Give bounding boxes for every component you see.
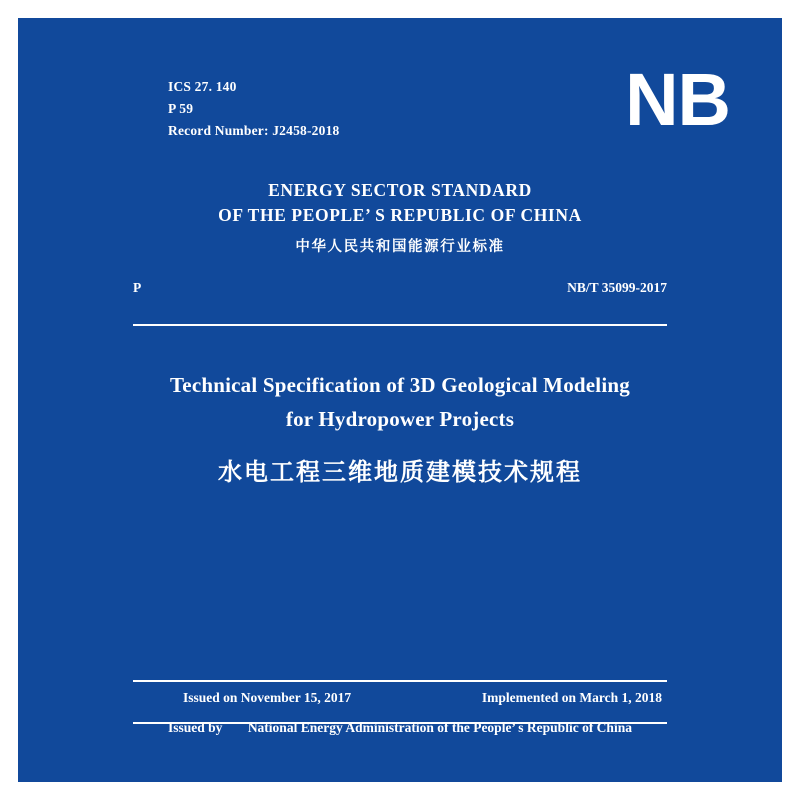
document-title-en-line1: Technical Specification of 3D Geological Modeling <box>170 373 630 397</box>
divider-top <box>133 324 667 326</box>
issued-on-date: Issued on November 15, 2017 <box>183 690 352 705</box>
standard-class-letter: P <box>133 280 142 295</box>
standard-title-cn: 中华人民共和国能源行业标准 <box>295 238 505 255</box>
cover-header <box>18 58 782 142</box>
date-row <box>18 690 782 706</box>
nb-logo: NB <box>625 58 730 141</box>
record-number: Record Number: J2458-2018 <box>168 122 340 138</box>
document-title-cn: 水电工程三维地质建模技术规程 <box>218 458 582 487</box>
issued-by-value: National Energy Administration of the People’ s Republic of China <box>247 720 632 735</box>
standard-cover <box>18 18 782 782</box>
standard-title-en-line2: OF THE PEOPLE’ S REPUBLIC OF CHINA <box>218 204 582 225</box>
ics-block <box>168 76 339 142</box>
issued-by-label: Issued by <box>168 720 223 735</box>
classification-code: P 59 <box>168 100 194 116</box>
document-title-block <box>18 368 782 487</box>
standard-title-en-line1: ENERGY SECTOR STANDARD <box>268 180 532 200</box>
issuer-row <box>18 720 782 736</box>
document-title-en-line2: for Hydropower Projects <box>285 407 515 432</box>
implemented-on-date: Implemented on March 1, 2018 <box>481 690 662 705</box>
standard-number: NB/T 35099-2017 <box>567 280 667 295</box>
standard-code-row <box>18 280 782 296</box>
ics-number: ICS 27. 140 <box>168 79 237 94</box>
standard-title-block <box>18 178 782 256</box>
divider-middle <box>133 680 667 682</box>
